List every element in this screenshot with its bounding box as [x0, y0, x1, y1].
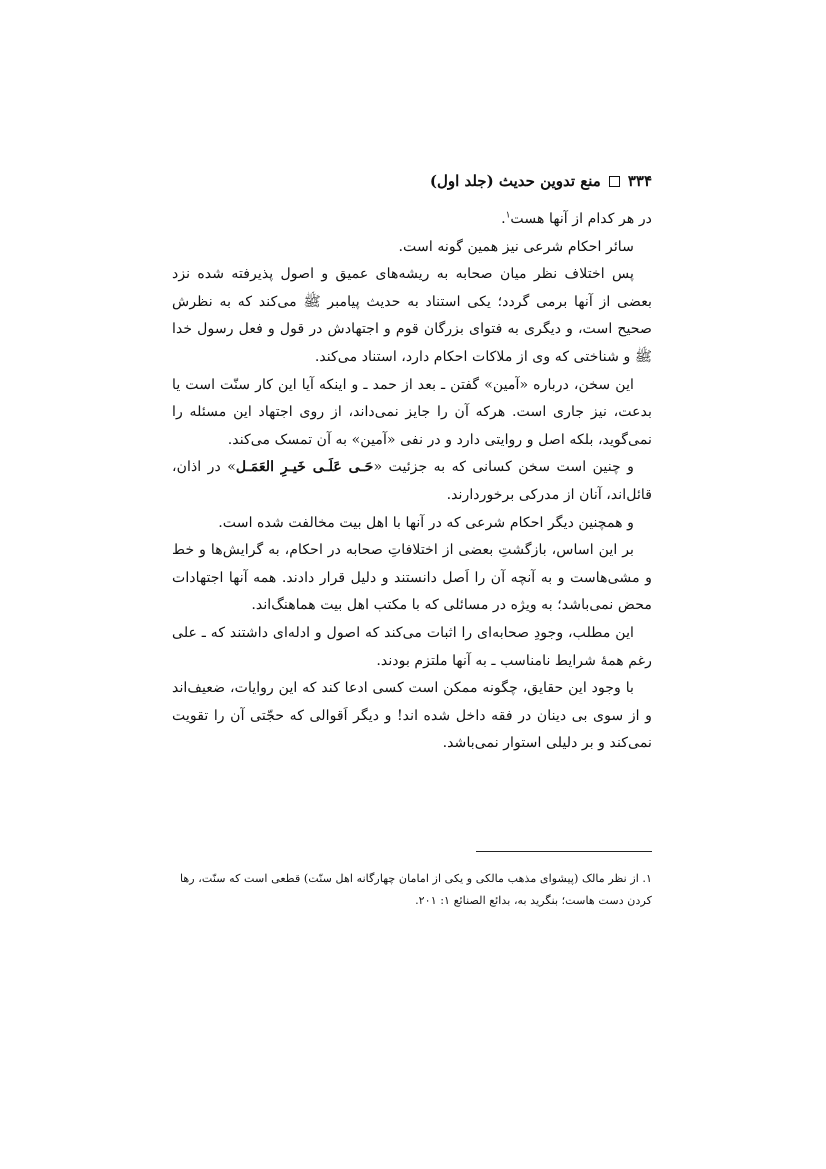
paragraph: با وجود این حقایق، چگونه ممکن است کسی ادعا کند که این روایات، ضعیف‌اند و از سوی بی دینان در فقه داخل شده اند! و دیگر اَقوالی که حجّتی آن را تقویت نمی‌کند و بر دلیلی استوار نمی‌باشد.: [172, 680, 652, 752]
footnote-line: ۱. از نظر مالک (پیشوای مذهب مالکی و یکی از امامان چهارگانه اهل سنّت) قطعی است که سنّت، رها: [180, 872, 652, 885]
paragraph: بر این اساس، بازگشتِ بعضی از اختلافاتِ صحابه در احکام، به گرایش‌ها و خط و مشی‌هاست و به آنچه آن را اَصل دانستند و دلیل قرار دادند. همه آنها اجتهادات محض نمی‌باشد؛ به ویژه در مسائلی که با مکتب اهل بیت هماهنگ‌اند.: [172, 542, 652, 614]
paragraph-text: در هر کدام از آنها هست: [510, 211, 652, 227]
footnote-line: کردن دست هاست؛ بنگرید به، بدائع الصنائع ۱: ۲۰۱.: [415, 894, 652, 907]
footnote-divider: [476, 851, 652, 852]
footnote-marker: ۱: [505, 210, 511, 221]
book-title: منع تدوین حدیث (جلد اول): [429, 172, 601, 190]
paragraph: این سخن، درباره «آمین» گفتن ـ بعد از حمد ـ و اینکه آیا این کار سنّت است یا بدعت، نیز جاری است. هرکه آن را جایز نمی‌داند، از روی اجتهاد این مسئله را نمی‌گوید، بلکه اصل و روایتی دارد و در نفی «آمین» به آن تمسک می‌کند.: [172, 376, 652, 448]
bold-arabic-phrase: حَـی عَلَـی خَیـرِ العَمَـل: [235, 459, 374, 476]
page-number: ۳۳۴: [627, 172, 652, 190]
footnote: [172, 868, 652, 912]
paragraph-text: و چنین است سخن کسانی که به جزئیت «: [373, 459, 635, 476]
paragraph-text: در اذان، قائل‌اند، آنان از مدرکی برخوردارند.: [172, 459, 652, 503]
paragraph-text: »: [227, 459, 236, 476]
paragraph: سائر احکام شرعی نیز همین گونه است.: [398, 238, 634, 255]
paragraph: در هر کدام از آنها هست$^۱$.: [501, 210, 652, 227]
running-header: [430, 172, 652, 190]
paragraph: و همچنین دیگر احکام شرعی که در آنها با اهل بیت مخالفت شده است.: [218, 514, 634, 531]
paragraph: [172, 454, 652, 509]
paragraph: این مطلب، وجودِ صحابه‌ای را اثبات می‌کند که اصول و ادله‌ای داشتند که ـ علی رغم همهٔ شرایط نامناسب ـ به آنها ملتزم بودند.: [172, 624, 652, 669]
body-text: [172, 206, 652, 758]
paragraph: پس اختلاف نظر میان صحابه به ریشه‌های عمیق و اصول پذیرفته شده نزد بعضی از آنها برمی گردد؛ یکی استناد به حدیث پیامبر ﷺ می‌کند که به نظرش صحیح است، و دیگری به فتوای بزرگان قوم و اجتهادش در قول و فعل رسول خدا ﷺ و شناختی که وی از ملاکات احکام دارد، استناد می‌کند.: [172, 266, 652, 365]
square-icon: [609, 176, 620, 187]
